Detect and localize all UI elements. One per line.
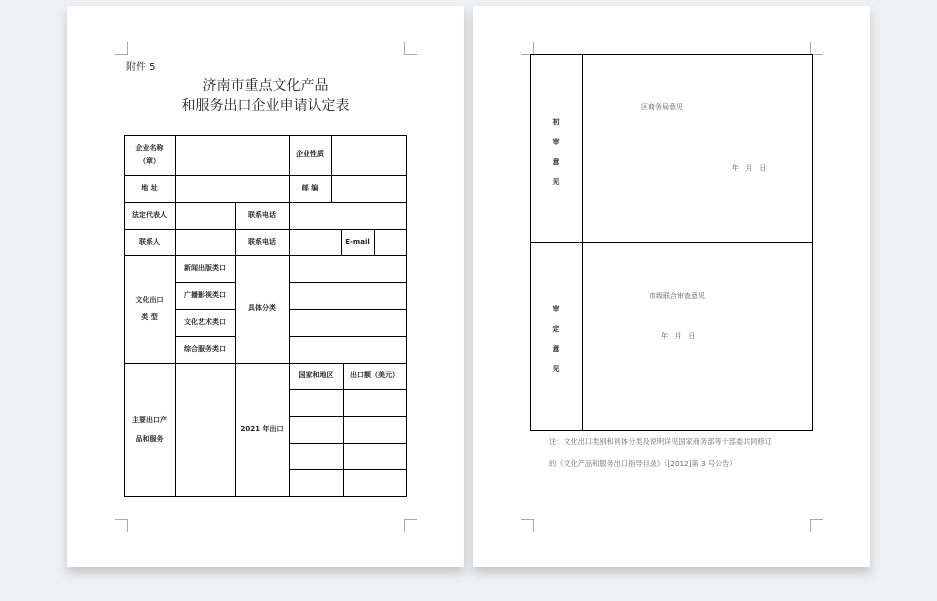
culture-export-type-label: 文化出口 类 型 [135,296,164,321]
type-option: 广播影视类口 [184,290,226,299]
contact-phone-label-2: 联系电话 [248,237,276,246]
email-label: E-mail [345,237,370,246]
export-2021-label: 2021 年出口 [240,424,284,433]
crop-mark [115,519,128,532]
crop-mark [810,519,823,532]
footnote-line2: 的《文化产品和服务出口指导目录》（[2012]第 3 号公告） [549,459,737,468]
main-export-label: 主要出口产 品和服务 [132,416,167,443]
review-label-char: 见 [552,178,560,186]
approve-label-char: 定 [552,325,560,333]
type-option: 新闻出版类口 [184,263,226,272]
legal-rep-label: 法定代表人 [132,210,167,219]
footnote-line1: 注：文化出口类别和具体分类及说明详见国家商务部等十部委共同修订 [549,437,772,446]
contact-person-label: 联系人 [139,237,160,246]
city-opinion-label: 市级联合审查意见 [649,292,705,300]
company-name-label: 企业名称 （章） [135,143,164,165]
country-region-header: 国家和地区 [298,371,334,380]
review-label-char: 审 [552,138,560,146]
attachment-label: 附件 5 [126,62,156,73]
specific-category-label: 具体分类 [248,304,276,313]
review-label-char: 意 [552,158,560,166]
contact-phone-label: 联系电话 [248,210,276,219]
approve-label-char: 审 [552,305,560,313]
type-option: 综合服务类口 [184,344,226,353]
document-title-line1: 济南市重点文化产品 [202,78,329,94]
document-title-line2: 和服务出口企业申请认定表 [181,98,350,114]
crop-mark [404,42,417,55]
review-label-char: 初 [552,118,560,126]
crop-mark [115,42,128,55]
export-amount-header: 出口额（美元） [350,371,399,380]
type-option: 文化艺术类口 [184,317,226,326]
approve-label-char: 见 [552,365,560,373]
crop-mark [521,519,534,532]
crop-mark [404,519,417,532]
address-label: 地 址 [141,183,158,192]
document-page-left [67,6,464,567]
district-opinion-label: 区商务局意见 [641,103,683,111]
company-nature-label: 企业性质 [296,150,324,159]
date-line: 年 月 日 [661,332,696,340]
document-page-right [473,6,870,567]
postcode-label: 邮 编 [301,183,319,192]
date-line: 年 月 日 [732,164,767,172]
approve-label-char: 意 [552,345,560,353]
